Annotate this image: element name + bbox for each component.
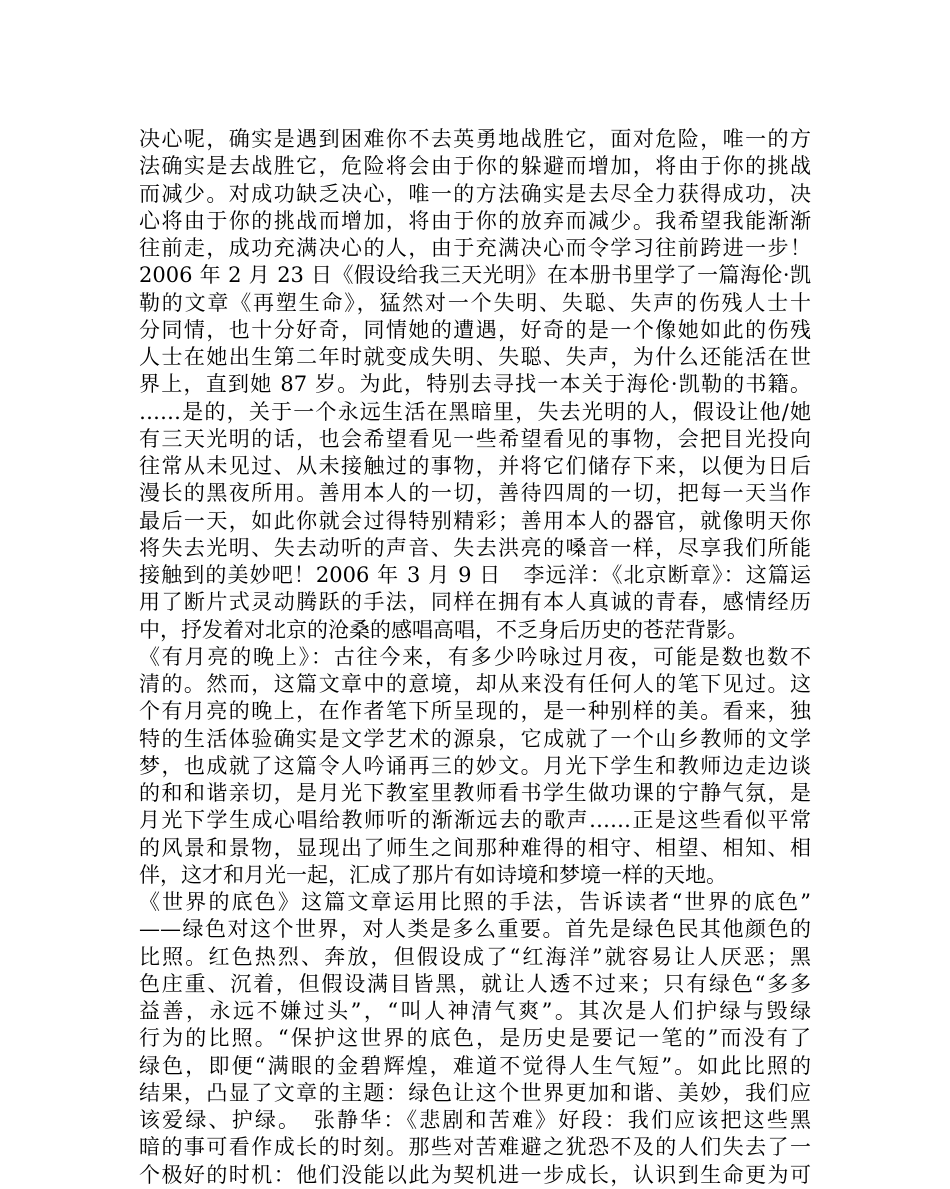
text-line: 《有月亮的晚上》：古往今来，有多少吟咏过月夜，可能是数也数不	[139, 644, 811, 669]
text-line: 色庄重、沉着，但假设满目皆黑，就让人透不过来；只有绿色“多多	[139, 971, 811, 996]
text-line: 个极好的时机：他们没能以此为契机进一步成长，认识到生命更为可	[139, 1162, 811, 1187]
text-line: 比照。红色热烈、奔放，但假设成了“红海洋”就容易让人厌恶；黑	[139, 944, 811, 969]
text-line: 界上，直到她 87 岁。为此，特别去寻找一本关于海伦·凯勒的书籍。	[139, 372, 811, 397]
text-line: 的和和谐亲切，是月光下教室里教师看书学生做功课的宁静气氛，是	[139, 781, 811, 805]
text-line: 梦，也成就了这篇令人吟诵再三的妙文。月光下学生和教师边走边谈	[139, 753, 811, 778]
text-line: 人士在她出生第二年时就变成失明、失聪、失声，为什么还能活在世	[139, 345, 811, 369]
text-line: 的风景和景物，显现出了师生之间那种难得的相守、相望、相知、相	[139, 835, 811, 860]
text-line: 绿色，即便“满眼的金碧辉煌，难道不觉得人生气短”。如此比照的	[139, 1053, 811, 1078]
text-line: 益善，永远不嫌过头”，“叫人神清气爽”。其次是人们护绿与毁绿	[139, 999, 811, 1023]
text-line: 心将由于你的挑战而增加，将由于你的放弃而减少。我希望我能渐渐	[139, 208, 811, 233]
text-line: 该爱绿、护绿。 张静华：《悲剧和苦难》好段：我们应该把这些黑	[139, 1108, 811, 1132]
text-line: 特的生活体验确实是文学艺术的源泉，它成就了一个山乡教师的文学	[139, 726, 811, 751]
text-line: 漫长的黑夜所用。善用本人的一切，善待四周的一切，把每一天当作	[139, 481, 811, 506]
text-line: 而减少。对成功缺乏决心，唯一的方法确实是去尽全力获得成功，决	[139, 181, 811, 206]
body-text	[139, 126, 811, 1189]
text-line: 分同情，也十分好奇，同情她的遭遇，好奇的是一个像她如此的伤残	[139, 317, 811, 342]
text-line: 有三天光明的话，也会希望看见一些希望看见的事物，会把目光投向	[139, 426, 811, 451]
text-line: 个有月亮的晚上，在作者笔下所呈现的，是一种别样的美。看来，独	[139, 699, 811, 724]
text-line: ……是的，关于一个永远生活在黑暗里，失去光明的人，假设让他/她	[139, 399, 811, 424]
text-line: 法确实是去战胜它，危险将会由于你的躲避而增加，将由于你的挑战	[139, 154, 811, 179]
text-line: 往前走，成功充满决心的人，由于充满决心而令学习往前跨进一步！	[139, 236, 811, 260]
text-line: 勒的文章《再塑生命》，猛然对一个失明、失聪、失声的伤残人士十	[139, 290, 811, 315]
text-line: 2006 年 2 月 23 日《假设给我三天光明》在本册书里学了一篇海伦·凯	[139, 263, 811, 288]
text-line: 最后一天，如此你就会过得特别精彩；善用本人的器官，就像明天你	[139, 508, 811, 533]
text-line: 往常从未见过、从未接触过的事物，并将它们储存下来，以便为日后	[139, 454, 811, 478]
text-line: 中，抒发着对北京的沧桑的感唱高唱，不乏身后历史的苍茫背影。	[139, 617, 748, 642]
text-line: 清的。然而，这篇文章中的意境，却从来没有任何人的笔下见过。这	[139, 672, 811, 696]
text-line: 伴，这才和月光一起，汇成了那片有如诗境和梦境一样的天地。	[139, 862, 727, 887]
text-line: 结果，凸显了文章的主题：绿色让这个世界更加和谐、美妙，我们应	[139, 1080, 811, 1105]
text-line: 接触到的美妙吧！2006 年 3 月 9 日 李远洋：《北京断章》：这篇运	[139, 563, 811, 587]
text-line: 将失去光明、失去动听的声音、失去洪亮的嗓音一样，尽享我们所能	[139, 535, 811, 560]
text-line: 行为的比照。“保护这世界的底色，是历史是要记一笔的”而没有了	[139, 1026, 811, 1051]
text-line: 决心呢，确实是遇到困难你不去英勇地战胜它，面对危险，唯一的方	[139, 127, 811, 151]
text-line: 《世界的底色》这篇文章运用比照的手法，告诉读者“世界的底色”	[139, 890, 811, 914]
text-line: 用了断片式灵动腾跃的手法，同样在拥有本人真诚的青春，感情经历	[139, 590, 811, 615]
text-line: 暗的事可看作成长的时刻。那些对苦难避之犹恐不及的人们失去了一	[139, 1135, 811, 1160]
text-line: ——绿色对这个世界，对人类是多么重要。首先是绿色民其他颜色的	[139, 917, 811, 942]
text-line: 月光下学生成心唱给教师听的渐渐远去的歌声……正是这些看似平常	[139, 808, 811, 833]
